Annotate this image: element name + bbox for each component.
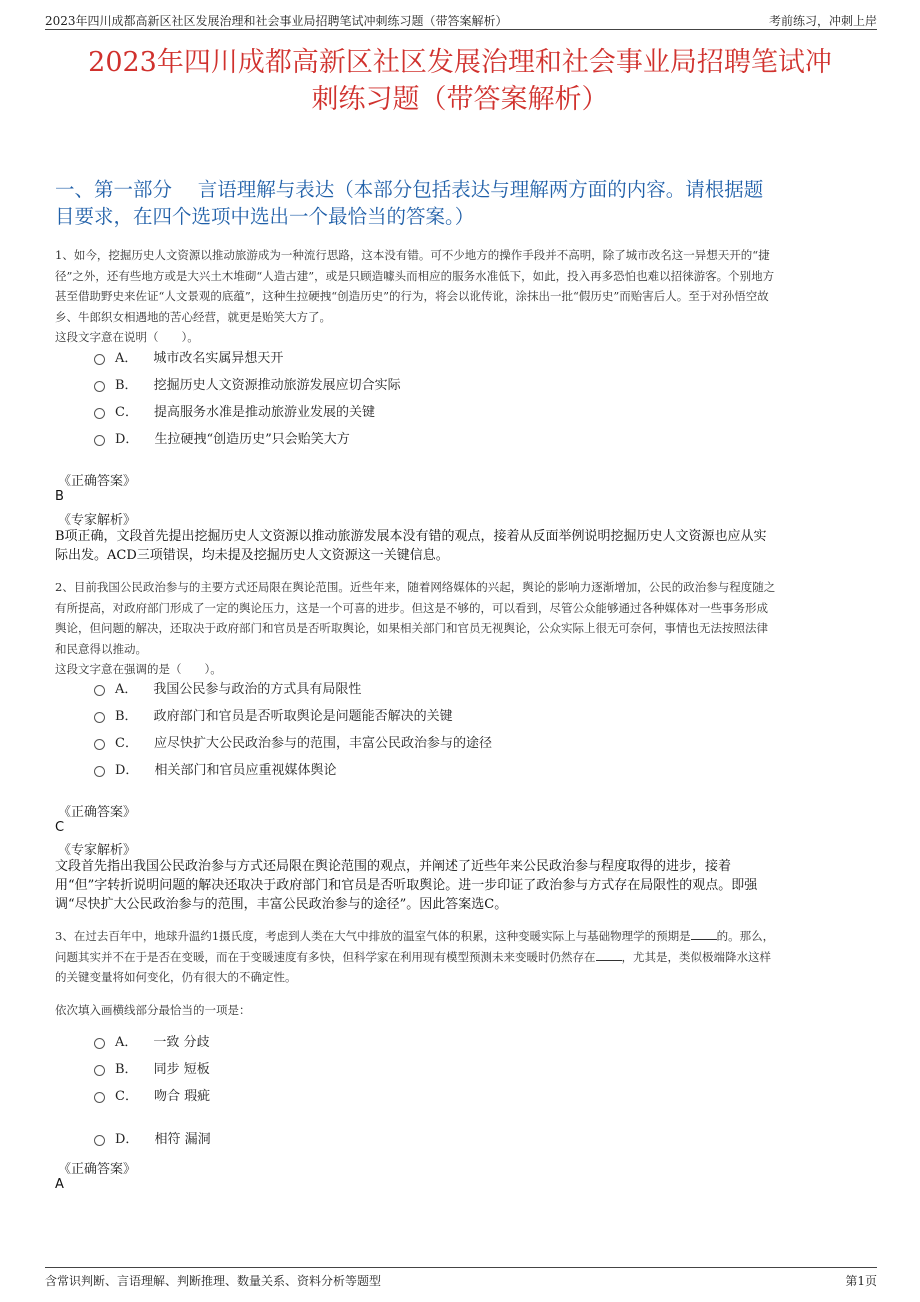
option-letter: A．	[115, 351, 138, 366]
option-letter: B．	[115, 1062, 138, 1077]
q3-answer: A	[55, 1177, 64, 1192]
title-line-2: 刺练习题（带答案解析）	[311, 84, 609, 115]
option-letter: D．	[115, 1132, 139, 1147]
radio-icon[interactable]	[94, 408, 105, 419]
q1-option-c[interactable]	[94, 401, 375, 420]
q1-analysis	[55, 527, 868, 565]
q3-option-b[interactable]	[94, 1058, 210, 1077]
q3-option-c[interactable]	[94, 1085, 210, 1104]
q1-option-a[interactable]	[94, 347, 283, 366]
analysis-line: 调“尽快扩大公民政治参与的范围，丰富公民政治参与的途径”。因此答案选C。	[55, 897, 508, 912]
question-1-stem	[55, 245, 868, 348]
q1-analysis-label: 《专家解析》	[58, 513, 137, 528]
q1-answer-label: 《正确答案》	[58, 474, 137, 489]
option-text: 一致 分歧	[153, 1035, 210, 1050]
radio-icon[interactable]	[94, 1065, 105, 1076]
option-text: 政府部门和官员是否听取舆论是问题能否解决的关键	[153, 709, 453, 724]
question-3-stem	[55, 926, 868, 988]
page-footer	[45, 1267, 877, 1288]
option-letter: C．	[115, 1089, 138, 1104]
q2-answer-label: 《正确答案》	[58, 805, 137, 820]
q1-line: 甚至借助野史来佐证“人文景观的底蕴”，这种生拉硬拽“创造历史”的行为，将会以讹传讹，涂抹出一批“假历史”而贻害后人。至于对孙悟空故	[55, 289, 769, 303]
option-text: 挖掘历史人文资源推动旅游发展应切合实际	[153, 378, 401, 393]
radio-icon[interactable]	[94, 712, 105, 723]
section-line-1: 一、第一部分 言语理解与表达（本部分包括表达与理解两方面的内容。请根据题	[55, 178, 764, 201]
option-text: 我国公民参与政治的方式具有局限性	[153, 682, 362, 697]
q3-option-a[interactable]	[94, 1031, 210, 1050]
q3-line: 的关键变量将如何变化，仍有很大的不确定性。	[55, 970, 297, 984]
q2-line: 和民意得以推动。	[55, 641, 147, 656]
q1-option-d[interactable]	[94, 428, 350, 447]
option-letter: D．	[115, 432, 139, 447]
option-text: 生拉硬拽“创造历史”只会贻笑大方	[154, 432, 350, 447]
radio-icon[interactable]	[94, 739, 105, 750]
q3-option-d[interactable]	[94, 1128, 211, 1147]
analysis-line: 文段首先指出我国公民政治参与方式还局限在舆论范围的观点，并阐述了近些年来公民政治参与程度取得的进步，接着	[55, 859, 732, 874]
option-text: 相关部门和官员应重视媒体舆论	[154, 763, 337, 778]
q2-analysis-label: 《专家解析》	[58, 843, 137, 858]
q2-line: 有所提高，对政府部门形成了一定的舆论压力，这是一个可喜的进步。但这是不够的，可以看到，尽管公众能够通过各种媒体对一些事务形成	[55, 600, 768, 615]
fill-blank	[691, 929, 717, 940]
page-number: 第1页	[845, 1274, 877, 1288]
q3-line	[55, 947, 868, 968]
radio-icon[interactable]	[94, 1038, 105, 1049]
document-title	[40, 44, 880, 118]
radio-icon[interactable]	[94, 766, 105, 777]
q2-option-d[interactable]	[94, 759, 336, 778]
analysis-line: 用“但”字转折说明问题的解决还取决于政府部门和官员是否听取舆论。进一步印证了政治参与方式存在局限性的观点。即强	[55, 878, 758, 893]
q3-prompt: 依次填入画横线部分最恰当的一项是：	[55, 1003, 251, 1017]
q2-answer: C	[55, 820, 65, 835]
footer-note: 含常识判断、言语理解、判断推理、数量关系、资料分析等题型	[45, 1274, 382, 1288]
option-text: 同步 短板	[153, 1062, 210, 1077]
radio-icon[interactable]	[94, 1092, 105, 1103]
option-letter: C．	[115, 736, 138, 751]
q2-line: 舆论，但问题的解决，还取决于政府部门和官员是否听取舆论，如果相关部门和官员无视舆论，公众实际上很无可奈何，事情也无法按照法律	[55, 621, 768, 635]
q3-text: 3、在过去百年中，地球升温约1摄氏度，考虑到人类在大气中排放的温室气体的积累，这种变暖实际上与基础物理学的预期是	[55, 929, 691, 943]
option-letter: A．	[115, 682, 138, 697]
q3-answer-label: 《正确答案》	[58, 1162, 137, 1177]
q3-text: 的。那么，	[716, 929, 775, 943]
q1-line: 乡、牛郎织女相遇地的苦心经营，就更是贻笑大方了。	[55, 309, 331, 324]
option-letter: B．	[115, 378, 138, 393]
q3-line	[55, 926, 868, 947]
question-2-stem	[55, 577, 868, 680]
option-text: 应尽快扩大公民政治参与的范围，丰富公民政治参与的途径	[153, 736, 492, 751]
q1-line: 径”之外，还有些地方或是大兴土木堆砌“人造古建”，或是只顾造噱头而相应的服务水准低下，如此，投入再多恐怕也难以招徕游客。个别地方	[55, 268, 775, 283]
q2-analysis	[55, 857, 868, 914]
q2-line: 2、目前我国公民政治参与的主要方式还局限在舆论范围。近些年来，随着网络媒体的兴起，舆论的影响力逐渐增加，公民的政治参与程度随之	[55, 580, 776, 594]
fill-blank	[596, 950, 622, 961]
option-text: 吻合 瑕疵	[153, 1089, 211, 1104]
option-text: 提高服务水准是推动旅游业发展的关键	[153, 405, 375, 420]
q3-text: 问题其实并不在于是否在变暖，而在于变暖速度有多快，但科学家在利用现有模型预测未来变暖时仍然存在	[55, 949, 596, 964]
option-letter: B．	[115, 709, 138, 724]
section-line-2: 目要求，在四个选项中选出一个最恰当的答案。）	[55, 205, 475, 228]
section-heading	[55, 176, 870, 230]
radio-icon[interactable]	[94, 354, 105, 365]
q1-answer: B	[55, 489, 64, 504]
page-header	[45, 9, 877, 30]
option-letter: D．	[115, 763, 139, 778]
q1-option-b[interactable]	[94, 374, 401, 393]
header-title: 2023年四川成都高新区社区发展治理和社会事业局招聘笔试冲刺练习题（带答案解析）	[45, 14, 508, 28]
option-text: 相符 漏洞	[154, 1132, 211, 1147]
title-line-1: 2023年四川成都高新区社区发展治理和社会事业局招聘笔试冲	[88, 47, 832, 78]
q2-option-a[interactable]	[94, 678, 361, 697]
analysis-line: 际出发。ACD三项错误，均未提及挖掘历史人文资源这一关键信息。	[55, 548, 449, 563]
q3-text: ，尤其是，类似极端降水这样	[621, 949, 771, 964]
radio-icon[interactable]	[94, 435, 105, 446]
radio-icon[interactable]	[94, 1135, 105, 1146]
option-letter: A．	[115, 1035, 138, 1050]
q2-option-c[interactable]	[94, 732, 492, 751]
header-slogan: 考前练习，冲刺上岸	[768, 14, 877, 28]
option-letter: C．	[115, 405, 138, 420]
radio-icon[interactable]	[94, 685, 105, 696]
analysis-line: B项正确，文段首先提出挖掘历史人文资源以推动旅游发展本没有错的观点，接着从反面举例说明挖掘历史人文资源也应从实	[55, 529, 767, 544]
radio-icon[interactable]	[94, 381, 105, 392]
option-text: 城市改名实属异想天开	[153, 351, 284, 366]
q1-prompt: 这段文字意在说明（ ）。	[55, 330, 199, 344]
q2-prompt: 这段文字意在强调的是（ ）。	[55, 662, 222, 676]
q2-option-b[interactable]	[94, 705, 453, 724]
q1-line: 1、如今，挖掘历史人文资源以推动旅游成为一种流行思路，这本没有错。可不少地方的操作手段并不高明，除了城市改名这一异想天开的“捷	[55, 248, 770, 262]
